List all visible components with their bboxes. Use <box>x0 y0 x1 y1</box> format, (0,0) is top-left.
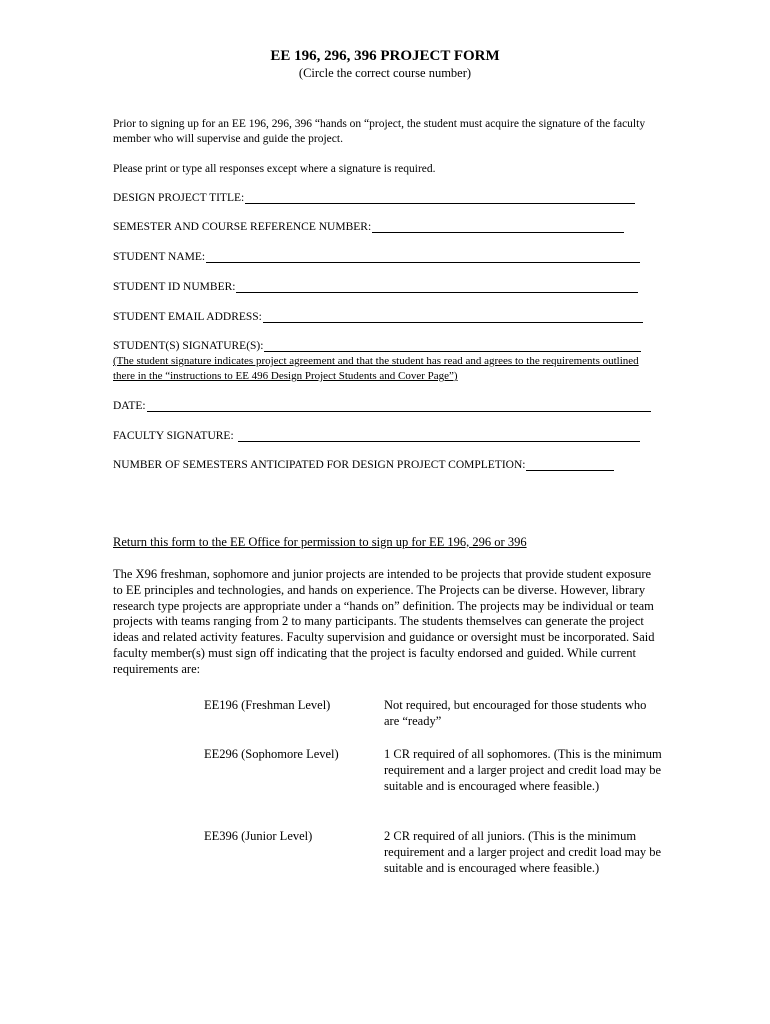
semesters-anticipated-field[interactable] <box>113 459 614 471</box>
date-line[interactable] <box>147 401 651 412</box>
student-name-line[interactable] <box>206 252 640 263</box>
faculty-signature-field[interactable] <box>113 430 640 442</box>
student-email-label: STUDENT EMAIL ADDRESS: <box>113 311 262 323</box>
semester-field[interactable] <box>113 221 624 233</box>
design-title-label: DESIGN PROJECT TITLE: <box>113 192 245 204</box>
student-name-label: STUDENT NAME: <box>113 251 206 263</box>
requirement-description: 1 CR required of all sophomores. (This is the minimum requirement and a larger project and credit load may be suitable and is encouraged where feasible.) <box>384 747 662 794</box>
semester-line[interactable] <box>372 222 624 233</box>
requirement-row <box>204 746 664 795</box>
requirement-level: EE396 (Junior Level) <box>204 829 313 843</box>
signatures-field[interactable] <box>113 340 641 352</box>
faculty-signature-label: FACULTY SIGNATURE: <box>113 430 234 442</box>
semesters-anticipated-line[interactable] <box>526 460 614 471</box>
requirement-row <box>204 697 664 729</box>
requirement-level: EE196 (Freshman Level) <box>204 698 331 712</box>
signature-note: (The student signature indicates project agreement and that the student has read and agrees to the requirements outlined there in the “instructions to EE 496 Design Project Students and Cover Page”) <box>113 355 639 382</box>
faculty-signature-line[interactable] <box>238 431 640 442</box>
student-email-field[interactable] <box>113 311 643 323</box>
date-label: DATE: <box>113 400 146 412</box>
intro-paragraph: Prior to signing up for an EE 196, 296, 396 “hands on “project, the student must acquire the signature of the faculty member who will supervise and guide the project. <box>113 118 646 145</box>
signatures-label: STUDENT(S) SIGNATURE(S): <box>113 340 264 352</box>
project-description: The X96 freshman, sophomore and junior projects are intended to be projects that provide student exposure to EE principles and technologies, and hands on experience. The Projects can be diverse. However, library research type projects are appropriate under a “hands on” definition. The projects may be individual or team projects with teams ranging from 2 to many participants. The students themselves can generate the project ideas and related activity features. Faculty supervision and guidance or oversight must be incorporated. Said faculty member(s) must sign off indicating that the project is faculty endorsed and guided. While current requirements are: <box>113 567 655 676</box>
requirement-description: Not required, but encouraged for those students who are “ready” <box>384 698 647 729</box>
student-id-label: STUDENT ID NUMBER: <box>113 281 236 293</box>
student-id-line[interactable] <box>236 282 638 293</box>
requirement-description: 2 CR required of all juniors. (This is the minimum requirement and a larger project and credit load may be suitable and is encouraged where feasible.) <box>384 829 662 876</box>
date-field[interactable] <box>113 400 651 412</box>
form-title: EE 196, 296, 396 PROJECT FORM <box>270 48 500 64</box>
design-title-line[interactable] <box>245 193 635 204</box>
return-instructions: Return this form to the EE Office for permission to sign up for EE 196, 296 or 396 <box>113 535 527 549</box>
instructions-paragraph: Please print or type all responses except where a signature is required. <box>113 163 436 175</box>
design-title-field[interactable] <box>113 192 635 204</box>
semester-label: SEMESTER AND COURSE REFERENCE NUMBER: <box>113 221 372 233</box>
signatures-line[interactable] <box>264 341 641 352</box>
student-email-line[interactable] <box>263 312 643 323</box>
student-name-field[interactable] <box>113 251 640 263</box>
semesters-anticipated-label: NUMBER OF SEMESTERS ANTICIPATED FOR DESIGN PROJECT COMPLETION: <box>113 459 526 471</box>
requirement-level: EE296 (Sophomore Level) <box>204 747 339 761</box>
form-subtitle: (Circle the correct course number) <box>298 66 472 80</box>
requirement-row <box>204 828 664 877</box>
student-id-field[interactable] <box>113 281 638 293</box>
